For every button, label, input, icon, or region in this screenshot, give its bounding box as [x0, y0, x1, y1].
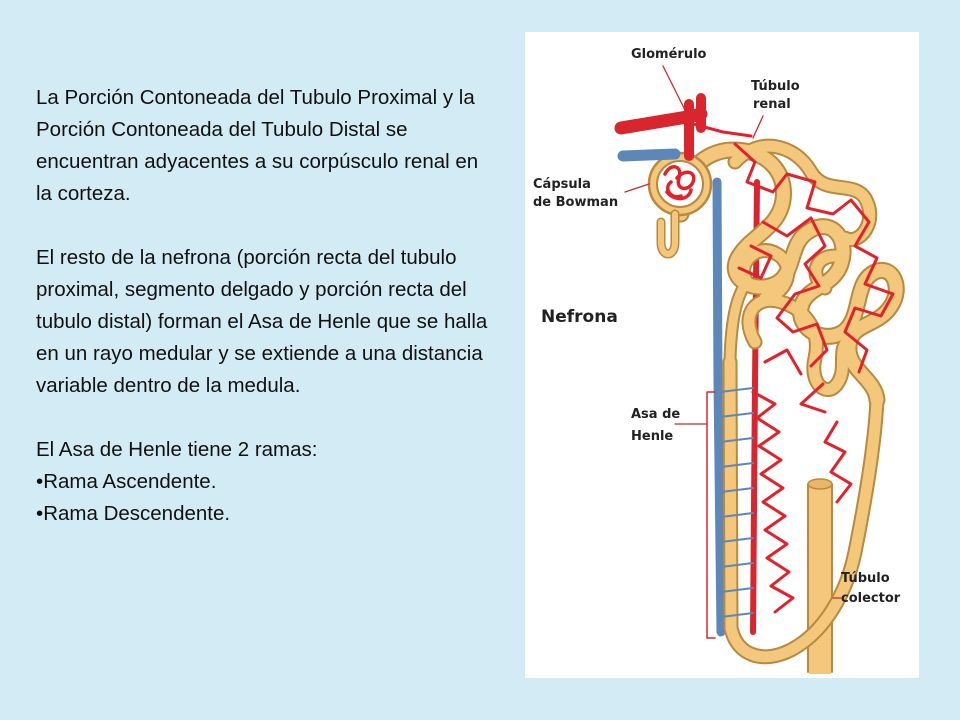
- capsule-neck-fill: [661, 214, 675, 254]
- label-glomerulo: Glomérulo: [631, 47, 707, 62]
- paragraph-henle: El resto de la nefrona (porción recta del tubulo proximal, segmento delgado y porción recta del tubulo distal) forman el Asa de Henle que se halla en un rayo medular y se extiende a una distancia variable dentro de la medula.: [36, 246, 488, 397]
- vein-descending: [717, 182, 721, 632]
- bullet-descending-text: Rama Descendente.: [43, 502, 231, 525]
- bullet-ascending-text: Rama Ascendente.: [43, 470, 217, 493]
- label-capsula-line1: Cápsula: [533, 177, 591, 192]
- text-panel: [36, 82, 498, 530]
- bullet-descending: [36, 498, 498, 530]
- nephron-figure: [525, 32, 919, 678]
- label-tubulo-renal-line1: Túbulo: [751, 79, 800, 94]
- label-colector-line1: Túbulo: [841, 571, 890, 586]
- spacer: [36, 402, 498, 434]
- leader-glomerulo: [663, 66, 685, 110]
- label-asa-line2: Henle: [631, 429, 674, 444]
- leader-tubulo-renal: [753, 116, 763, 138]
- nephron-diagram: [525, 32, 919, 678]
- figure-title: Nefrona: [541, 307, 618, 327]
- spacer: [36, 210, 498, 242]
- henle-bracket: [707, 392, 715, 638]
- label-tubulo-renal-line2: renal: [753, 97, 791, 112]
- efferent-vessel-blue: [623, 154, 675, 156]
- label-capsula-line2: de Bowman: [533, 195, 619, 210]
- label-colector-line2: colector: [841, 591, 901, 606]
- leader-capsula: [625, 184, 649, 192]
- bullet-ascending: [36, 466, 498, 498]
- paragraph-cortex: La Porción Contoneada del Tubulo Proximal y la Porción Contoneada del Tubulo Distal se encuentran adyacentes a su corpúsculo renal en la corteza.: [36, 86, 479, 205]
- label-asa-line1: Asa de: [631, 407, 681, 422]
- paragraph-branches: El Asa de Henle tiene 2 ramas:: [36, 438, 318, 461]
- collecting-duct: [809, 484, 831, 674]
- collecting-duct-top: [808, 479, 832, 489]
